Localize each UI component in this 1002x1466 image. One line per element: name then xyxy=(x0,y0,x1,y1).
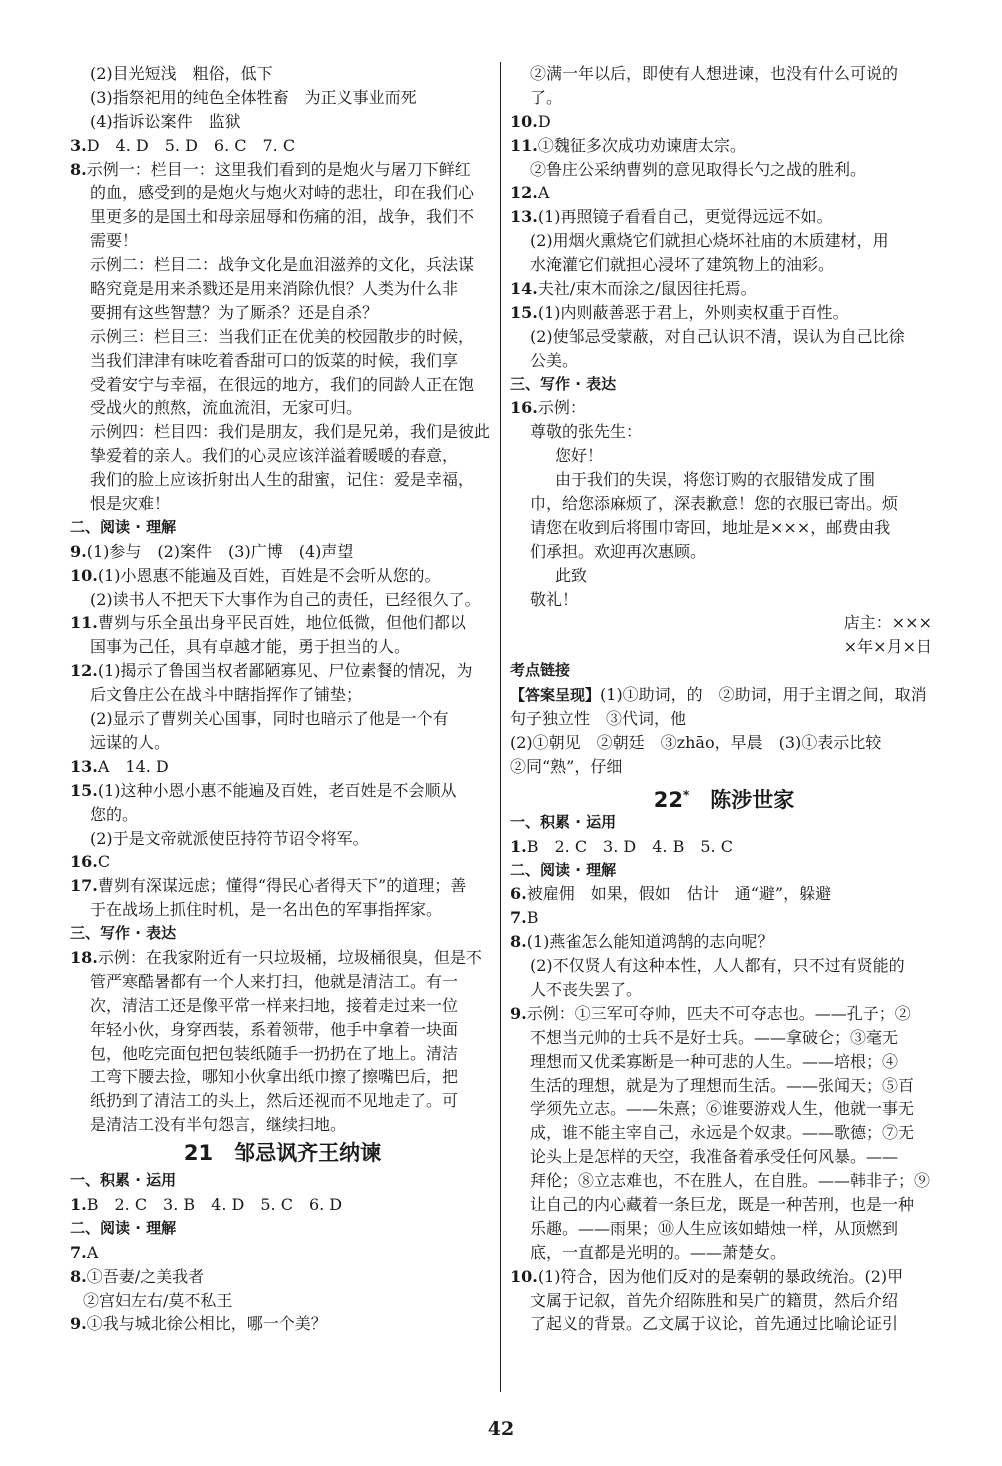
text-line: 让自己的内心藏着一条巨龙，既是一种苦刑，也是一种 xyxy=(530,1194,915,1214)
text-line: 管严寒酷暑都有一个人来打扫，他就是清洁工。有一 xyxy=(90,971,459,991)
item-text: (1)这种小恩小惠不能遍及百姓，老百姓是不会顺从 xyxy=(97,780,457,800)
answer-item xyxy=(70,1312,495,1336)
letter-date: ×年×月×日 xyxy=(843,637,932,657)
text-line: (2)不仅贤人有这种本性，人人都有，只不过有贤能的 xyxy=(530,956,905,976)
item-text: 曹刿有深谋远虑；懂得“得民心者得天下”的道理；善 xyxy=(97,876,467,896)
text-line: 里更多的是国土和母亲屈辱和伤痛的泪，战争，我们不 xyxy=(90,207,475,227)
item-number: 13. xyxy=(70,756,98,776)
text-line: 是清洁工没有半句怨言，继续扫地。 xyxy=(90,1115,347,1135)
section-heading: 三、写作 · 表达 xyxy=(70,924,177,943)
text-line: 纸扔到了清洁工的头上，然后还视而不见地走了。可 xyxy=(90,1091,459,1111)
text-line: 包，他吃完面包把包装纸随手一扔扔在了地上。清洁 xyxy=(90,1043,459,1063)
answer-item xyxy=(70,755,495,779)
item-number: 8. xyxy=(510,932,527,952)
answer-item xyxy=(70,874,495,898)
text-line: ②鲁庄公采纳曹刿的意见取得长勺之战的胜利。 xyxy=(530,159,867,179)
text-line: 不想当元帅的士兵不是好士兵。——拿破仑；③毫无 xyxy=(530,1027,899,1047)
item-number: 16. xyxy=(510,398,538,418)
item-number: 16. xyxy=(70,852,98,872)
text-line: 论头上是怎样的天空，我准备着承受任何风暴。—— xyxy=(530,1147,899,1167)
text-line: 受着安宁与幸福，在很远的地方，我们的同龄人正在饱 xyxy=(90,374,475,394)
item-number: 11. xyxy=(510,135,538,155)
item-text: 被雇佣 如果，假如 估计 通“避”，躲避 xyxy=(526,884,832,904)
item-number: 14. xyxy=(510,279,538,299)
text-line: (2)使邹忌受蒙蔽，对自己认识不清，误认为自己比徐 xyxy=(530,326,905,346)
text-line: 受战火的煎熬，流血流泪，无家可归。 xyxy=(90,398,363,418)
letter-body: 们承担。欢迎再次惠顾。 xyxy=(530,541,707,561)
item-number: 15. xyxy=(510,302,538,322)
text-line: 年轻小伙，身穿西装，系着领带，他手中拿着一块面 xyxy=(90,1019,459,1039)
text-line: 后文鲁庄公在战斗中瞎指挥作了铺垫； xyxy=(90,685,363,705)
letter-body: 由于我们的失误，将您订购的衣服错发成了围 xyxy=(555,470,876,490)
item-number: 8. xyxy=(70,159,87,179)
item-text: A xyxy=(86,1242,99,1262)
text-line: 理想而又优柔寡断是一种可悲的人生。——培根；④ xyxy=(530,1051,899,1071)
letter-signature: 店主：××× xyxy=(843,613,932,633)
text-line: 成，谁不能主宰自己，永远是个奴隶。——歌德；⑦无 xyxy=(530,1123,915,1143)
answer-item xyxy=(510,882,938,906)
item-number: 11. xyxy=(70,613,98,633)
lesson-title xyxy=(510,780,938,810)
section-heading: 考点链接 xyxy=(510,661,571,680)
text-line: 学须先立志。——朱熹；⑥谁要游戏人生，他就一事无 xyxy=(530,1099,915,1119)
text-line: 国事为己任，具有卓越才能，勇于担当的人。 xyxy=(90,637,411,657)
answer-item xyxy=(510,835,938,859)
answer-item xyxy=(510,205,938,229)
answer-item xyxy=(510,301,938,325)
section-heading: 一、积累 · 运用 xyxy=(70,1171,177,1190)
column-divider xyxy=(500,62,501,1392)
letter-closing: 此致 xyxy=(555,565,588,585)
item-text: (1)内则蔽善恶于君上，外则卖权重于百性。 xyxy=(537,302,849,322)
answer-item xyxy=(70,1241,495,1265)
item-text: 示例：在我家附近有一只垃圾桶，垃圾桶很臭，但是不 xyxy=(97,947,482,967)
item-text: (1)符合，因为他们反对的是秦朝的暴政统治。(2)甲 xyxy=(537,1266,904,1286)
answer-item xyxy=(70,1265,495,1289)
item-number: 18. xyxy=(70,947,98,967)
text-line: ②满一年以后，即使有人想进谏，也没有什么可说的 xyxy=(530,64,899,83)
left-column xyxy=(70,62,495,1336)
section-heading: 一、积累 · 运用 xyxy=(510,812,617,831)
item-text: B 2. C 3. B 4. D 5. C 6. D xyxy=(86,1194,343,1214)
answer-item xyxy=(510,930,938,954)
answer-item xyxy=(510,277,938,301)
text-line: 挚爱着的亲人。我们的心灵应该洋溢着暖暖的春意， xyxy=(90,446,459,466)
text-line: 远谋的人。 xyxy=(90,732,171,752)
item-text: C xyxy=(97,852,111,872)
text-line: 生活的理想，就是为了理想而生活。——张闻天；⑤百 xyxy=(530,1075,915,1095)
text-line: 示例二：栏目二：战争文化是血泪滋养的文化，兵法谋 xyxy=(90,255,475,275)
item-text: (1)再照镜子看看自己，更觉得远远不如。 xyxy=(537,207,833,227)
item-number: 10. xyxy=(510,111,538,131)
text-line: ②宫妇左右/莫不私王 xyxy=(83,1290,233,1310)
item-number: 9. xyxy=(70,1314,87,1334)
letter-body: 请您在收到后将围巾寄回，地址是×××，邮费由我 xyxy=(530,517,891,537)
text-line: 的血，感受到的是炮火与炮火对峙的悲壮，印在我们心 xyxy=(90,183,475,203)
answer-item xyxy=(70,611,495,635)
text-line: 句子独立性 ③代词，他 xyxy=(510,709,687,729)
lesson-star: * xyxy=(682,787,690,802)
answer-item xyxy=(70,540,495,564)
item-number: 15. xyxy=(70,780,98,800)
answer-item xyxy=(510,1265,938,1289)
text-line: (2)①朝见 ②朝廷 ③zhāo，早晨 (3)①表示比较 xyxy=(510,732,882,752)
section-heading: 二、阅读 · 理解 xyxy=(70,1218,177,1237)
right-column xyxy=(510,62,938,1336)
item-number: 7. xyxy=(510,908,527,928)
answer-item xyxy=(70,659,495,683)
item-number: 12. xyxy=(510,183,538,203)
letter-greeting: 您好！ xyxy=(555,446,604,466)
item-number: 9. xyxy=(70,541,87,561)
answer-item xyxy=(70,158,495,182)
item-number: 12. xyxy=(70,661,98,681)
answer-bracket-label: 【答案呈现】 xyxy=(510,686,601,705)
text-line: 水淹灌它们就担心浸坏了建筑物上的油彩。 xyxy=(530,255,835,275)
item-text: ①魏征多次成功劝谏唐太宗。 xyxy=(537,135,746,155)
item-text: D xyxy=(537,111,551,131)
item-text: 示例一：栏目一：这里我们看到的是炮火与屠刀下鲜红 xyxy=(86,159,471,179)
item-number: 1. xyxy=(70,1194,87,1214)
item-number: 10. xyxy=(70,565,98,585)
answer-item xyxy=(70,564,495,588)
section-heading: 三、写作 · 表达 xyxy=(510,374,617,393)
answer-item xyxy=(510,683,938,707)
text-line: 示例四：栏目四：我们是朋友，我们是兄弟，我们是彼此 xyxy=(90,422,491,442)
text-line: (2)读书人不把天下大事作为自己的责任，已经很久了。 xyxy=(90,589,481,609)
answer-item xyxy=(70,946,495,970)
item-number: 7. xyxy=(70,1242,87,1262)
text-line: (3)指祭祀用的纯色全体牲畜 为正义事业而死 xyxy=(90,87,417,107)
answer-item xyxy=(510,906,938,930)
answer-item xyxy=(510,1002,938,1026)
text-line: 要拥有这些智慧？为了厮杀？还是自杀？ xyxy=(90,302,379,322)
item-text: D 4. D 5. D 6. C 7. C xyxy=(86,135,296,155)
text-line: 公美。 xyxy=(530,350,579,370)
item-number: 9. xyxy=(510,1003,527,1023)
item-text: 夫社/束木而涂之/鼠因往托焉。 xyxy=(537,279,757,299)
section-heading: 二、阅读 · 理解 xyxy=(510,860,617,879)
letter-closing: 敬礼！ xyxy=(530,589,579,609)
answer-item xyxy=(510,181,938,205)
text-line: 恨是灾难！ xyxy=(90,494,171,514)
item-text: 示例： xyxy=(537,398,586,418)
answer-item xyxy=(70,1193,495,1217)
text-line: 了起义的背景。乙文属于议论，首先通过比喻论证引 xyxy=(530,1314,899,1334)
item-number: 3. xyxy=(70,135,87,155)
text-line: 当我们津津有味吃着香甜可口的饭菜的时候，我们享 xyxy=(90,350,459,370)
answer-item xyxy=(70,850,495,874)
item-number: 1. xyxy=(510,836,527,856)
lesson-title: 21 邹忌讽齐王纳谏 xyxy=(183,1141,382,1166)
answer-item xyxy=(510,134,938,158)
text-line: 底，一直都是光明的。——萧楚女。 xyxy=(530,1242,787,1262)
text-line: 文属于记叙，首先介绍陈胜和吴广的籍贯，然后介绍 xyxy=(530,1290,899,1310)
item-text: B 2. C 3. D 4. B 5. C xyxy=(526,836,733,856)
text-line: ②同“熟”，仔细 xyxy=(510,756,623,776)
text-line: (2)显示了曹刿关心国事，同时也暗示了他是一个有 xyxy=(90,709,449,729)
text-line: 需要！ xyxy=(90,231,139,251)
item-text: ①吾妻/之美我者 xyxy=(86,1266,205,1286)
answer-item xyxy=(510,396,938,420)
text-line: 示例三：栏目三：当我们正在优美的校园散步的时候， xyxy=(90,326,475,346)
text-line: 您的。 xyxy=(90,804,139,824)
text-line: 工弯下腰去捡，哪知小伙拿出纸巾擦了擦嘴巴后，把 xyxy=(90,1067,459,1087)
text-line: (2)目光短浅 粗俗，低下 xyxy=(90,64,273,83)
item-number: 10. xyxy=(510,1266,538,1286)
item-text: (1)燕雀怎么能知道鸿鹄的志向呢？ xyxy=(526,932,774,952)
page-number: 42 xyxy=(487,1418,515,1440)
text-line: 拜伦；⑧立志难也，不在胜人，在自胜。——韩非子；⑨ xyxy=(530,1171,931,1191)
item-number: 17. xyxy=(70,876,98,896)
text-line: 了。 xyxy=(530,87,563,107)
lesson-number: 22 xyxy=(653,787,683,812)
item-text: (1)参与 (2)案件 (3)广博 (4)声望 xyxy=(86,541,354,561)
answer-item xyxy=(70,134,495,158)
item-text: ①我与城北徐公相比，哪一个美？ xyxy=(86,1314,327,1334)
text-line: 于在战场上抓住时机，是一名出色的军事指挥家。 xyxy=(90,900,443,920)
item-text: B xyxy=(526,908,539,928)
text-line: (2)于是文帝就派使臣持符节诏令将军。 xyxy=(90,828,369,848)
item-text: 曹刿与乐全虽出身平民百姓，地位低微，但他们都以 xyxy=(97,613,466,633)
text-line: 人不丧失罢了。 xyxy=(530,979,643,999)
item-text: (1)揭示了鲁国当权者鄙陋寡见、尸位素餐的情况，为 xyxy=(97,661,473,681)
letter-salutation: 尊敬的张先生： xyxy=(530,422,643,442)
item-number: 8. xyxy=(70,1266,87,1286)
text-line: 我们的脸上应该折射出人生的甜蜜，记住：爱是幸福， xyxy=(90,470,475,490)
answer-item xyxy=(510,110,938,134)
text-line: 乐趣。——雨果；⑩人生应该如蜡烛一样，从顶燃到 xyxy=(530,1218,899,1238)
lesson-name: 陈涉世家 xyxy=(710,787,795,812)
item-number: 13. xyxy=(510,207,538,227)
item-text: A 14. D xyxy=(97,756,169,776)
text-line: (4)指诉讼案件 监狱 xyxy=(90,111,241,131)
item-text: (1)小恩惠不能遍及百姓，百姓是不会听从您的。 xyxy=(97,565,441,585)
item-text: (1)①助词，的 ②助词，用于主谓之间，取消 xyxy=(600,685,927,705)
letter-body: 巾，给您添麻烦了，深表歉意！您的衣服已寄出。烦 xyxy=(530,494,899,514)
text-line: 次，清洁工还是像平常一样来扫地，接着走过来一位 xyxy=(90,995,459,1015)
text-line: 略究竟是用来杀戮还是用来消除仇恨？人类为什么非 xyxy=(90,279,459,299)
item-text: 示例：①三军可夺帅，匹夫不可夺志也。——孔子；② xyxy=(526,1003,911,1023)
section-heading: 二、阅读 · 理解 xyxy=(70,517,177,536)
text-line: (2)用烟火熏烧它们就担心烧坏社庙的木质建材，用 xyxy=(530,231,889,251)
item-number: 6. xyxy=(510,884,527,904)
answer-item xyxy=(70,779,495,803)
item-text: A xyxy=(537,183,550,203)
